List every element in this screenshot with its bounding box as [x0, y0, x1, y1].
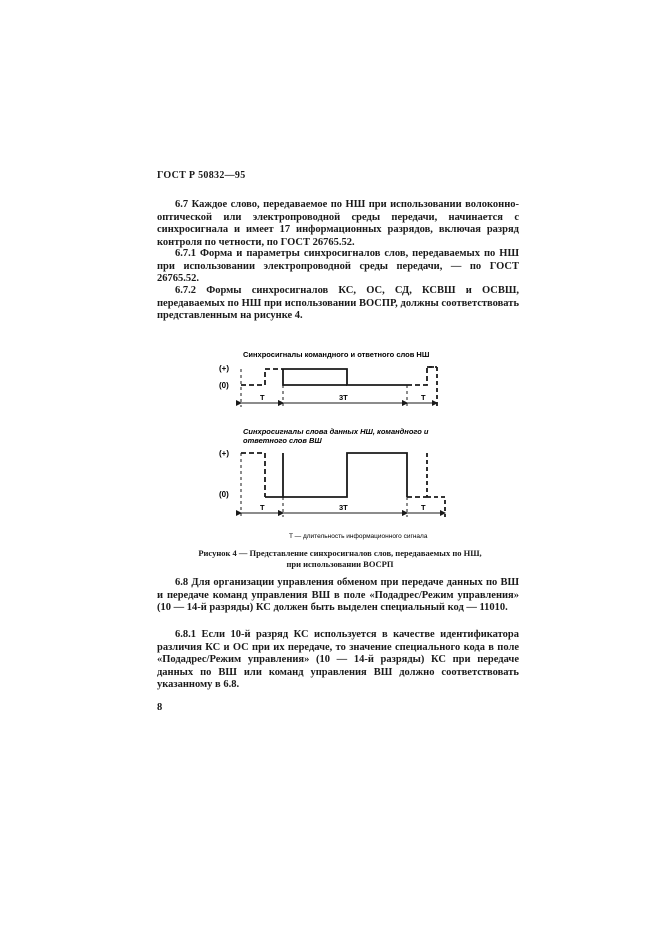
figure-4 [205, 345, 455, 550]
diagram2-level-low: (0) [219, 490, 229, 499]
diagram1-title: Синхросигналы командного и ответного слов НШ [243, 350, 430, 359]
diagram2-title-line2: ответного слов ВШ [243, 436, 322, 445]
paragraph-6-7-2: 6.7.2 Формы синхросигналов КС, ОС, СД, КСВШ и ОСВШ, передаваемых по НШ при использовании ВОСПР, должны соответствовать представленным на рисунке 4. [157, 285, 519, 322]
figure-caption-line1: Рисунок 4 — Представление синхросигналов слов, передаваемых по НШ, [198, 548, 482, 558]
figure-caption-line2: при использовании ВОСРП [286, 558, 394, 569]
diagram2-title-line1: Синхросигналы слова данных НШ, командного и [243, 427, 429, 436]
diagram1-level-low: (0) [219, 381, 229, 390]
diagram2-seg-left: T [260, 503, 265, 512]
diagram1-level-high: (+) [219, 364, 229, 373]
figure-caption [170, 548, 510, 569]
paragraph-6-7: 6.7 Каждое слово, передаваемое по НШ при использовании волоконно-оптической или электропроводной среды передачи, начинается с синхросигнала и имеет 17 информационных разрядов, включая разряд контроля по четности, по ГОСТ 26765.52. [157, 199, 519, 248]
paragraph-6-7-1: 6.7.1 Форма и параметры синхросигналов слов, передаваемых по НШ при использовании электропроводной среды передачи, — по ГОСТ 26765.52. [157, 248, 519, 285]
diagram1-seg-mid: 3T [339, 393, 348, 402]
diagram2-seg-mid: 3T [339, 503, 348, 512]
diagram1-seg-left: T [260, 393, 265, 402]
paragraph-6-8-1: 6.8.1 Если 10-й разряд КС используется в качестве идентификатора различия КС и ОС при их передаче, то значение специального кода в поле «Подадрес/Режим управления» (10 — 14-й разряды) КС при передаче данных по ВШ или команд управления ВШ должно соответствовать указанному в 6.8. [157, 629, 519, 691]
diagram1-seg-right: T [421, 393, 426, 402]
paragraph-6-8: 6.8 Для организации управления обменом при передаче данных по ВШ и передаче команд управления ВШ в поле «Подадрес/Режим управления» (10 — 14-й разряды) КС должен быть выделен специальный код — 11010. [157, 577, 519, 614]
diagram2-level-high: (+) [219, 449, 229, 458]
document-header: ГОСТ Р 50832—95 [157, 170, 246, 181]
sync-signal-diagrams [205, 345, 455, 545]
diagram2-seg-right: T [421, 503, 426, 512]
figure-legend: T — длительность информационного сигнала [289, 533, 428, 540]
page-number: 8 [157, 702, 163, 713]
